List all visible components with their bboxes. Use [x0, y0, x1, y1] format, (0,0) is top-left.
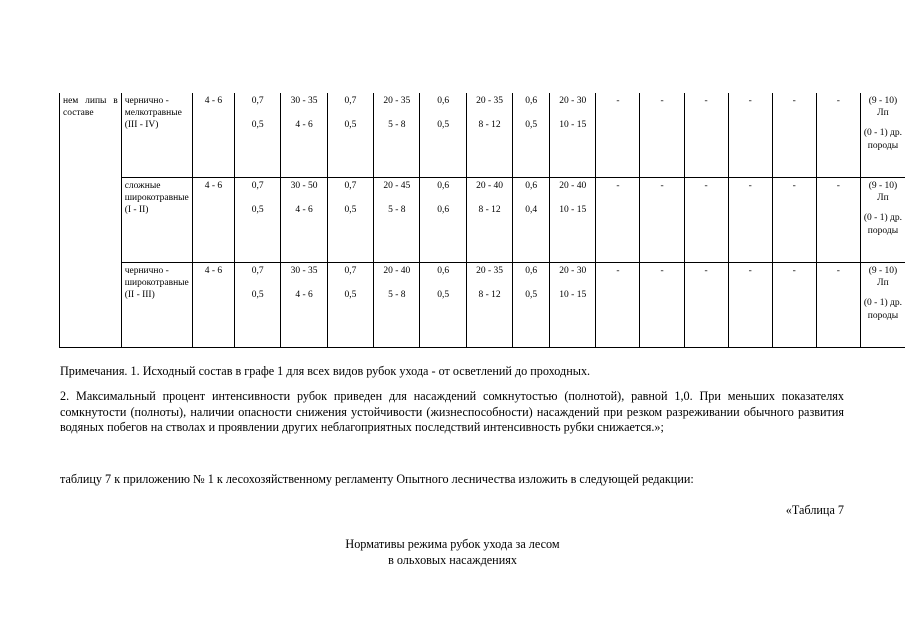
composition-main: (9 - 10) Лп — [868, 266, 898, 289]
value-top: 0,6 — [525, 181, 538, 191]
value-cell — [550, 93, 596, 178]
composition-other: (0 - 1) др. породы — [863, 298, 902, 321]
value-top: 0,6 — [525, 96, 538, 106]
composition-main: (9 - 10) Лп — [868, 96, 898, 119]
value-cell — [550, 178, 596, 263]
composition-cell — [860, 178, 905, 263]
value-top: 20 - 30 — [559, 96, 587, 106]
dash-cell: - — [772, 93, 816, 178]
value-cell — [513, 178, 550, 263]
note-2: 2. Максимальный процент интенсивности рубок приведен для насаждений сомкнутостью (полнотой), равной 1,0. При меньших показателях сомкнутости (полноты), наличии опасности снижения устойчивости (жизнеспособности) насаждений при резком разреживании обычного развития водяных побегов на стволах и проявлении других неблагоприятных последствий интенсивность рубки снижается.»; — [60, 389, 844, 435]
value-top: 20 - 40 — [476, 181, 503, 191]
dash-cell: - — [684, 263, 728, 348]
value-bottom: 0,5 — [344, 120, 357, 131]
forest-type-cell: нем липы в составе — [60, 93, 122, 348]
table-row — [60, 93, 905, 178]
value-bottom: 0,4 — [525, 205, 538, 216]
table-number-label: «Таблица 7 — [785, 503, 844, 517]
value-cell — [327, 178, 373, 263]
age-cell: 4 - 6 — [192, 178, 234, 263]
value-top: 20 - 35 — [476, 266, 503, 276]
value-cell — [513, 93, 550, 178]
value-cell — [327, 263, 373, 348]
value-bottom: 0,5 — [437, 120, 450, 131]
value-top: 0,7 — [344, 266, 357, 276]
dash-cell: - — [728, 263, 772, 348]
table-row — [60, 178, 905, 263]
dash-cell: - — [816, 263, 860, 348]
dash-cell: - — [640, 178, 684, 263]
value-top: 20 - 35 — [383, 96, 411, 106]
value-cell — [466, 263, 512, 348]
dash-cell: - — [596, 263, 640, 348]
composition-other: (0 - 1) др. породы — [863, 128, 902, 151]
dash-cell: - — [640, 93, 684, 178]
value-bottom: 8 - 12 — [478, 120, 501, 131]
composition-other: (0 - 1) др. породы — [863, 213, 902, 236]
value-cell — [513, 263, 550, 348]
value-cell — [420, 178, 466, 263]
dash-cell: - — [684, 93, 728, 178]
value-top: 20 - 30 — [559, 266, 587, 276]
value-cell — [466, 93, 512, 178]
value-bottom: 0,5 — [437, 290, 450, 301]
table-title-line-2: в ольховых насаждениях — [388, 553, 517, 567]
value-top: 30 - 50 — [290, 181, 318, 191]
composition-main: (9 - 10) Лп — [868, 181, 898, 204]
value-cell — [235, 93, 281, 178]
value-top: 20 - 35 — [476, 96, 503, 106]
dash-cell: - — [684, 178, 728, 263]
value-cell — [374, 178, 420, 263]
value-cell — [281, 263, 327, 348]
normatives-table — [59, 93, 905, 348]
value-top: 20 - 45 — [383, 181, 411, 191]
value-bottom: 10 - 15 — [559, 290, 587, 301]
site-type-cell: чернично - мелкотравные (III - IV) — [121, 93, 192, 178]
value-bottom: 0,5 — [525, 290, 538, 301]
value-top: 0,6 — [437, 266, 450, 276]
value-top: 0,7 — [251, 266, 264, 276]
value-top: 0,7 — [251, 96, 264, 106]
value-cell — [327, 93, 373, 178]
dash-cell: - — [596, 178, 640, 263]
value-cell — [235, 263, 281, 348]
value-bottom: 0,5 — [251, 120, 264, 131]
value-cell — [374, 263, 420, 348]
dash-cell: - — [640, 263, 684, 348]
amendment-text: таблицу 7 к приложению № 1 к лесохозяйственному регламенту Опытного лесничества изложить в следующей редакции: — [60, 472, 694, 486]
value-bottom: 0,5 — [251, 290, 264, 301]
dash-cell: - — [816, 93, 860, 178]
value-bottom: 5 - 8 — [388, 120, 406, 131]
dash-cell: - — [728, 93, 772, 178]
value-cell — [466, 178, 512, 263]
site-type-cell: сложные широкотравные (I - II) — [121, 178, 192, 263]
value-cell — [550, 263, 596, 348]
dash-cell: - — [596, 93, 640, 178]
value-cell — [281, 93, 327, 178]
value-top: 30 - 35 — [290, 266, 318, 276]
age-cell: 4 - 6 — [192, 93, 234, 178]
value-top: 0,6 — [437, 96, 450, 106]
site-type-cell: чернично - широкотравные (II - III) — [121, 263, 192, 348]
value-cell — [281, 178, 327, 263]
value-top: 0,7 — [344, 96, 357, 106]
dash-cell: - — [772, 178, 816, 263]
value-bottom: 0,6 — [437, 205, 450, 216]
value-cell — [420, 93, 466, 178]
value-bottom: 4 - 6 — [295, 290, 313, 301]
value-bottom: 0,5 — [525, 120, 538, 131]
value-top: 0,6 — [525, 266, 538, 276]
value-bottom: 5 - 8 — [388, 290, 406, 301]
value-cell — [235, 178, 281, 263]
value-top: 20 - 40 — [559, 181, 587, 191]
table-row — [60, 263, 905, 348]
value-top: 0,7 — [344, 181, 357, 191]
value-cell — [374, 93, 420, 178]
value-bottom: 0,5 — [251, 205, 264, 216]
value-cell — [420, 263, 466, 348]
composition-cell — [860, 263, 905, 348]
dash-cell: - — [816, 178, 860, 263]
value-top: 30 - 35 — [290, 96, 318, 106]
value-bottom: 8 - 12 — [478, 290, 501, 301]
value-bottom: 4 - 6 — [295, 205, 313, 216]
note-1: Примечания. 1. Исходный состав в графе 1 для всех видов рубок ухода - от осветлений до проходных. — [60, 364, 591, 378]
value-bottom: 0,5 — [344, 205, 357, 216]
composition-cell — [860, 93, 905, 178]
table-title-line-1: Нормативы режима рубок ухода за лесом — [345, 537, 560, 551]
age-cell: 4 - 6 — [192, 263, 234, 348]
table-body — [60, 93, 905, 348]
value-bottom: 10 - 15 — [559, 205, 587, 216]
value-top: 20 - 40 — [383, 266, 411, 276]
value-bottom: 4 - 6 — [295, 120, 313, 131]
value-bottom: 10 - 15 — [559, 120, 587, 131]
value-bottom: 5 - 8 — [388, 205, 406, 216]
dash-cell: - — [772, 263, 816, 348]
value-bottom: 8 - 12 — [478, 205, 501, 216]
value-top: 0,6 — [437, 181, 450, 191]
value-bottom: 0,5 — [344, 290, 357, 301]
value-top: 0,7 — [251, 181, 264, 191]
dash-cell: - — [728, 178, 772, 263]
